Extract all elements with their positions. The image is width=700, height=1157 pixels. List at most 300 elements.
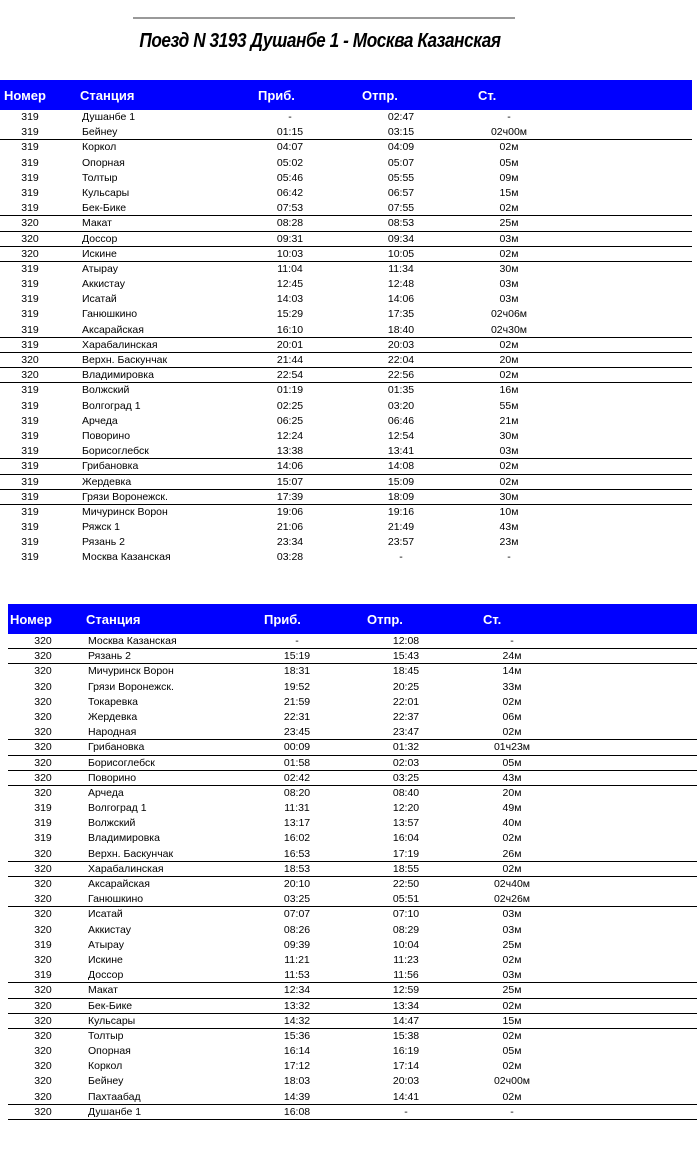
departure-time: 13:57 [392, 817, 420, 830]
station-name: Владимировка [88, 832, 160, 845]
arrival-time: 16:08 [283, 1105, 311, 1118]
stop-duration: 05м [499, 156, 519, 169]
train-number: 319 [21, 505, 39, 518]
table-row [8, 892, 697, 907]
departure-time: - [399, 551, 403, 564]
train-number: 320 [34, 635, 52, 647]
station-name: Кульсары [88, 1014, 136, 1027]
arrival-time: 21:44 [276, 354, 304, 366]
station-name: Ганюшкино [82, 308, 138, 321]
departure-time: 15:38 [392, 1029, 420, 1042]
arrival-time: 11:53 [284, 969, 310, 982]
header-station: Станция [80, 88, 135, 103]
departure-time: 18:55 [392, 862, 420, 875]
station-name: Коркол [88, 1060, 123, 1073]
table-row [8, 740, 697, 755]
station-name: Аксарайская [88, 878, 150, 890]
arrival-time: 14:32 [283, 1014, 311, 1027]
departure-time: 03:15 [387, 126, 415, 139]
table-row [0, 277, 692, 292]
departure-time: 05:55 [387, 171, 415, 184]
train-number: 320 [34, 1029, 52, 1042]
train-number: 319 [21, 338, 39, 351]
table-row [8, 1014, 697, 1029]
station-name: Аксарайская [82, 323, 144, 336]
stop-duration: 14м [502, 665, 522, 678]
train-number: 319 [21, 445, 39, 458]
train-number: 320 [34, 847, 52, 860]
stop-duration: 02м [502, 1060, 522, 1073]
station-name: Рязань 2 [88, 650, 132, 663]
table-row [0, 338, 692, 353]
departure-time: 23:57 [387, 536, 415, 549]
station-name: Волжский [88, 817, 136, 830]
departure-time: 07:10 [392, 908, 420, 921]
stop-duration: - [507, 551, 511, 564]
train-number: 319 [21, 521, 39, 534]
arrival-time: 09:39 [283, 938, 311, 951]
stop-duration: 02ч26м [493, 893, 531, 906]
station-name: Поворино [88, 771, 137, 784]
train-number: 320 [34, 741, 52, 754]
departure-time: 02:47 [387, 111, 415, 123]
arrival-time: 03:25 [283, 893, 311, 906]
departure-time: 17:19 [392, 847, 420, 860]
departure-time: 23:47 [392, 726, 420, 739]
train-number: 320 [34, 893, 52, 906]
station-name: Верхн. Баскунчак [82, 354, 168, 366]
stop-duration: 02м [499, 247, 519, 260]
table-row [8, 847, 697, 862]
stop-duration: 15м [502, 1014, 522, 1027]
train-number: 319 [21, 262, 39, 275]
arrival-time: 05:46 [276, 171, 304, 184]
train-number: 320 [21, 369, 39, 382]
table-row [0, 535, 692, 550]
train-number: 319 [21, 293, 39, 306]
station-name: Ряжск 1 [82, 521, 120, 534]
station-name: Рязань 2 [82, 536, 126, 549]
stop-duration: 02м [499, 202, 519, 215]
arrival-time: 08:28 [276, 217, 304, 230]
stop-duration: 03м [499, 278, 519, 291]
departure-time: 17:35 [387, 308, 415, 321]
departure-time: 04:09 [387, 141, 415, 154]
stop-duration: 02м [499, 338, 519, 351]
station-name: Опорная [82, 156, 125, 169]
table-row [8, 695, 697, 710]
station-name: Коркол [82, 141, 117, 154]
departure-time: 20:03 [392, 1075, 420, 1088]
departure-time: 13:34 [392, 999, 420, 1012]
stop-duration: 25м [502, 938, 522, 951]
station-name: Верхн. Баскунчак [88, 847, 174, 860]
arrival-time: 09:31 [276, 232, 304, 245]
stop-duration: 02м [502, 953, 522, 966]
train-number: 319 [21, 399, 39, 412]
table-row [8, 725, 697, 740]
page-title: Поезд N 3193 Душанбе 1 - Москва Казанская [139, 30, 501, 52]
arrival-time: 12:24 [276, 429, 304, 442]
departure-time: 05:07 [387, 156, 415, 169]
stop-duration: 05м [502, 756, 522, 769]
arrival-time: 02:42 [283, 771, 311, 784]
arrival-time: 10:03 [276, 247, 304, 260]
stop-duration: 33м [502, 680, 522, 693]
train-number: 319 [21, 551, 39, 564]
header-stop: Ст. [478, 88, 497, 103]
arrival-time: 21:59 [283, 695, 311, 708]
arrival-time: 13:32 [283, 999, 311, 1012]
departure-time: 20:03 [387, 338, 415, 351]
departure-time: 09:34 [387, 232, 415, 245]
train-number: 319 [34, 938, 52, 951]
departure-time: 07:55 [387, 202, 415, 215]
table-row [0, 156, 692, 171]
station-name: Бек-Бике [82, 202, 127, 215]
departure-time: - [404, 1105, 408, 1118]
departure-time: 05:51 [392, 893, 420, 906]
table-row [8, 983, 697, 998]
stop-duration: 02м [502, 1090, 522, 1103]
arrival-time: 07:53 [276, 202, 304, 215]
table-row [8, 862, 697, 877]
table-row [0, 414, 692, 429]
departure-time: 22:37 [392, 710, 420, 723]
departure-time: 10:05 [387, 247, 415, 260]
table-row [0, 247, 692, 262]
departure-time: 16:19 [392, 1045, 420, 1058]
stop-duration: 03м [499, 445, 519, 458]
arrival-time: 15:29 [276, 308, 304, 321]
table-row [8, 923, 697, 938]
station-name: Бек-Бике [88, 999, 133, 1012]
station-name: Волгоград 1 [82, 399, 141, 412]
arrival-time: 13:17 [283, 817, 311, 830]
arrival-time: 11:31 [284, 802, 310, 815]
table-row [0, 399, 692, 414]
stop-duration: 02м [499, 475, 519, 488]
stop-duration: 02ч00м [493, 1075, 531, 1088]
table-row [8, 1105, 697, 1120]
train-number: 319 [21, 308, 39, 321]
station-name: Макат [82, 217, 112, 230]
station-name: Москва Казанская [88, 635, 177, 647]
table-row [0, 216, 692, 231]
table-row [0, 110, 692, 125]
header-arrival: Приб. [258, 88, 295, 103]
station-name: Исатай [88, 908, 123, 921]
arrival-time: 16:14 [283, 1045, 311, 1058]
table-row [8, 801, 697, 816]
departure-time: 14:06 [387, 293, 415, 306]
stop-duration: 03м [502, 923, 522, 936]
station-name: Харабалинская [88, 862, 164, 875]
departure-time: 11:56 [393, 969, 419, 982]
station-name: Поворино [82, 429, 131, 442]
arrival-time: 20:10 [283, 878, 311, 890]
arrival-time: 17:12 [283, 1060, 311, 1073]
departure-time: 01:35 [387, 384, 415, 397]
arrival-time: 07:07 [283, 908, 311, 921]
table-row [8, 649, 697, 664]
departure-time: 17:14 [392, 1060, 420, 1073]
train-number: 320 [34, 862, 52, 875]
departure-time: 15:09 [387, 475, 415, 488]
arrival-time: 11:04 [277, 262, 303, 275]
table-row [0, 125, 692, 140]
train-number: 320 [34, 1105, 52, 1118]
stop-duration: 03м [499, 232, 519, 245]
table-row [0, 232, 692, 247]
departure-time: 02:03 [392, 756, 420, 769]
header-departure: Отпр. [367, 612, 403, 627]
table-row [0, 353, 692, 368]
station-name: Волжский [82, 384, 130, 397]
stop-duration: 15м [499, 186, 519, 199]
stop-duration: 02м [502, 726, 522, 739]
departure-time: 08:29 [392, 923, 420, 936]
header-station: Станция [86, 612, 141, 627]
table-header [0, 80, 692, 110]
train-number: 320 [34, 984, 52, 997]
stop-duration: 02ч00м [490, 126, 528, 139]
train-number: 320 [21, 354, 39, 366]
table-row [8, 1029, 697, 1044]
train-number: 320 [34, 695, 52, 708]
arrival-time: 23:45 [283, 726, 311, 739]
departure-time: 11:34 [388, 262, 414, 275]
stop-duration: 26м [502, 847, 522, 860]
departure-time: 22:56 [387, 369, 415, 382]
departure-time: 12:48 [387, 278, 415, 291]
departure-time: 20:25 [392, 680, 420, 693]
arrival-time: 15:36 [283, 1029, 311, 1042]
station-name: Ганюшкино [88, 893, 144, 906]
table-row [8, 710, 697, 725]
station-name: Пахтаабад [88, 1090, 141, 1103]
stop-duration: 23м [499, 536, 519, 549]
station-name: Доссор [82, 232, 118, 245]
arrival-time: 12:34 [283, 984, 311, 997]
arrival-time: 01:19 [276, 384, 304, 397]
train-number: 320 [21, 232, 39, 245]
departure-time: 18:09 [387, 490, 415, 503]
station-name: Грязи Воронежск. [88, 680, 174, 693]
table-row [0, 323, 692, 338]
table-row [8, 1090, 697, 1105]
arrival-time: 18:03 [283, 1075, 311, 1088]
departure-time: 22:50 [392, 878, 420, 890]
train-number: 319 [21, 126, 39, 139]
stop-duration: - [507, 111, 511, 123]
station-name: Арчеда [88, 786, 124, 799]
stop-duration: - [510, 1105, 514, 1118]
train-number: 319 [21, 490, 39, 503]
stop-duration: 03м [499, 293, 519, 306]
table-row [8, 786, 697, 801]
timetable-return [8, 604, 697, 1120]
table-row [0, 292, 692, 307]
table-row [8, 831, 697, 846]
departure-time: 12:08 [392, 635, 420, 647]
arrival-time: 12:45 [276, 278, 304, 291]
stop-duration: 30м [499, 429, 519, 442]
departure-time: 08:40 [392, 786, 420, 799]
station-name: Харабалинская [82, 338, 158, 351]
stop-duration: 02ч06м [490, 308, 528, 321]
station-name: Грибановка [88, 741, 145, 754]
train-number: 319 [21, 475, 39, 488]
train-number: 319 [34, 802, 52, 815]
train-number: 320 [34, 953, 52, 966]
arrival-time: 01:58 [283, 756, 311, 769]
arrival-time: 16:10 [276, 323, 304, 336]
station-name: Волгоград 1 [88, 802, 147, 815]
stop-duration: 30м [499, 262, 519, 275]
stop-duration: - [510, 635, 514, 647]
timetable-outbound [0, 80, 692, 566]
station-name: Душанбе 1 [88, 1105, 142, 1118]
arrival-time: 23:34 [276, 536, 304, 549]
header-num: Номер [4, 88, 46, 103]
table-row [8, 816, 697, 831]
departure-time: 10:04 [392, 938, 420, 951]
station-name: Искине [82, 247, 117, 260]
table-row [8, 877, 697, 892]
arrival-time: 08:20 [283, 786, 311, 799]
train-number: 319 [21, 111, 39, 123]
departure-time: 22:04 [387, 354, 415, 366]
train-number: 320 [34, 923, 52, 936]
station-name: Макат [88, 984, 118, 997]
stop-duration: 16м [499, 384, 519, 397]
station-name: Душанбе 1 [82, 111, 136, 123]
departure-time: 13:41 [387, 445, 415, 458]
station-name: Борисоглебск [82, 445, 149, 458]
train-number: 320 [34, 726, 52, 739]
stop-duration: 49м [502, 802, 522, 815]
train-number: 319 [21, 414, 39, 427]
train-number: 319 [21, 202, 39, 215]
arrival-time: 13:38 [276, 445, 304, 458]
stop-duration: 25м [499, 217, 519, 230]
table-header [8, 604, 697, 634]
table-row [0, 550, 692, 565]
train-number: 319 [21, 171, 39, 184]
arrival-time: 21:06 [276, 521, 304, 534]
stop-duration: 10м [499, 505, 519, 518]
arrival-time: 11:21 [284, 953, 310, 966]
title-rule [133, 17, 515, 19]
arrival-time: 03:28 [276, 551, 304, 564]
header-departure: Отпр. [362, 88, 398, 103]
header-stop: Ст. [483, 612, 502, 627]
train-number: 319 [34, 832, 52, 845]
train-number: 320 [34, 1075, 52, 1088]
table-row [8, 938, 697, 953]
arrival-time: 02:25 [276, 399, 304, 412]
station-name: Бейнеу [82, 126, 118, 139]
station-name: Аккистау [88, 923, 131, 936]
arrival-time: 19:52 [283, 680, 311, 693]
train-number: 320 [21, 247, 39, 260]
header-arrival: Приб. [264, 612, 301, 627]
departure-time: 11:23 [393, 953, 419, 966]
stop-duration: 20м [502, 786, 522, 799]
table-row [0, 307, 692, 322]
stop-duration: 30м [499, 490, 519, 503]
departure-time: 22:01 [392, 695, 420, 708]
station-name: Атырау [88, 938, 124, 951]
table-row [0, 444, 692, 459]
train-number: 319 [21, 141, 39, 154]
stop-duration: 24м [502, 650, 522, 663]
departure-time: 18:45 [392, 665, 420, 678]
stop-duration: 25м [502, 984, 522, 997]
departure-time: 14:47 [392, 1014, 420, 1027]
table-body [8, 634, 697, 1120]
train-number: 320 [34, 1060, 52, 1073]
table-row [8, 771, 697, 786]
arrival-time: 15:07 [276, 475, 304, 488]
stop-duration: 02м [499, 460, 519, 473]
stop-duration: 43м [499, 521, 519, 534]
departure-time: 15:43 [392, 650, 420, 663]
station-name: Атырау [82, 262, 118, 275]
stop-duration: 02ч30м [490, 323, 528, 336]
train-number: 319 [21, 429, 39, 442]
table-row [8, 634, 697, 649]
arrival-time: 18:31 [283, 665, 311, 678]
stop-duration: 20м [499, 354, 519, 366]
table-row [0, 490, 692, 505]
arrival-time: 15:19 [283, 650, 311, 663]
station-name: Исатай [82, 293, 117, 306]
arrival-time: 06:25 [276, 414, 304, 427]
table-row [8, 1074, 697, 1089]
table-row [0, 520, 692, 535]
train-number: 320 [34, 710, 52, 723]
table-row [8, 999, 697, 1014]
station-name: Кульсары [82, 186, 130, 199]
table-row [0, 171, 692, 186]
station-name: Мичуринск Ворон [82, 505, 168, 518]
table-row [0, 383, 692, 398]
train-number: 319 [34, 969, 52, 982]
train-number: 320 [34, 999, 52, 1012]
arrival-time: 01:15 [276, 126, 304, 139]
stop-duration: 02м [499, 369, 519, 382]
table-row [8, 756, 697, 771]
stop-duration: 02ч40м [493, 878, 531, 890]
train-number: 319 [21, 156, 39, 169]
stop-duration: 02м [502, 832, 522, 845]
station-name: Народная [88, 726, 137, 739]
table-row [8, 968, 697, 983]
table-row [8, 664, 697, 679]
departure-time: 08:53 [387, 217, 415, 230]
station-name: Опорная [88, 1045, 131, 1058]
station-name: Жердевка [88, 710, 138, 723]
train-number: 320 [21, 217, 39, 230]
station-name: Аккистау [82, 278, 125, 291]
stop-duration: 03м [502, 969, 522, 982]
arrival-time: 16:02 [283, 832, 311, 845]
stop-duration: 55м [499, 399, 519, 412]
train-number: 320 [34, 908, 52, 921]
departure-time: 16:04 [392, 832, 420, 845]
